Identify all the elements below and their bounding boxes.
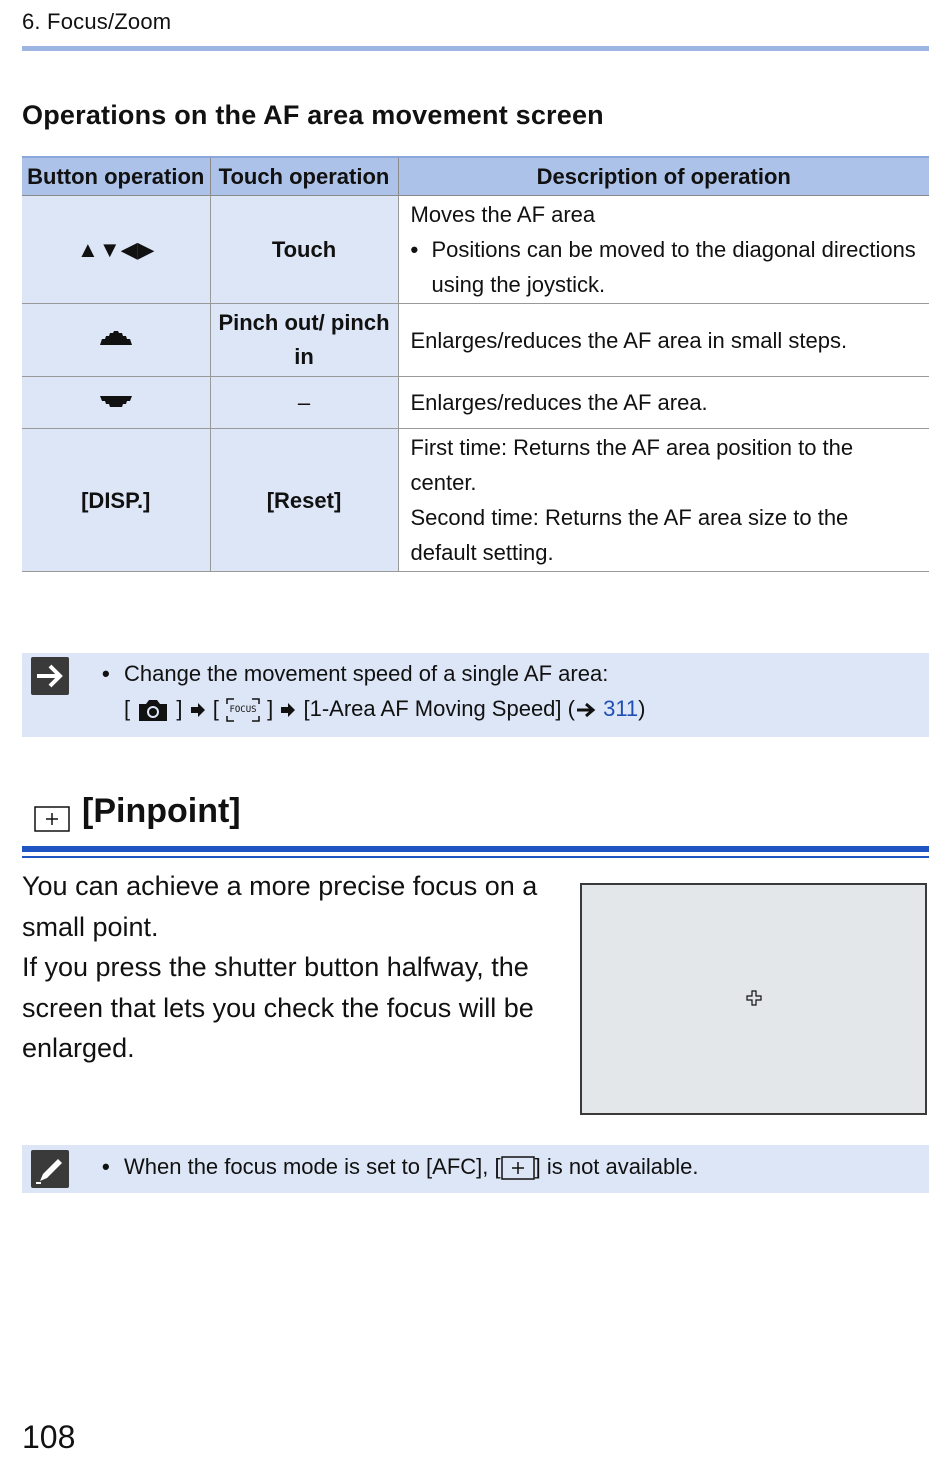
path-bracket: [ <box>124 696 131 721</box>
title-rule-thin <box>22 856 929 858</box>
page-number: 108 <box>22 1419 76 1455</box>
touch-cell: – <box>210 377 398 429</box>
pinpoint-screen-illustration <box>580 883 927 1115</box>
pinpoint-af-icon <box>34 806 70 832</box>
touch-cell: Pinch out/ pinch in <box>210 304 398 377</box>
arrow-right-icon <box>31 657 69 695</box>
header-rule <box>22 46 929 51</box>
tip-line-1 <box>102 656 646 691</box>
button-cell <box>22 304 210 377</box>
path-bracket: [ <box>212 696 219 721</box>
operations-table <box>22 156 929 572</box>
rear-dial-icon <box>97 394 135 410</box>
tip-box <box>22 653 929 737</box>
body-paragraph-1: You can achieve a more precise focus on a small point. <box>22 871 538 942</box>
table-row <box>22 429 929 572</box>
description-text: Moves the AF area <box>410 202 596 227</box>
description-cell <box>398 196 929 304</box>
bullet-dot: • <box>410 237 419 262</box>
close-paren: ) <box>638 696 646 721</box>
tip-description: Change the movement speed of a single AF area: <box>124 661 609 686</box>
path-bracket: ] <box>176 696 183 721</box>
table-row <box>22 377 929 429</box>
page-reference-link[interactable]: 311 <box>603 696 639 721</box>
column-header-description: Description of operation <box>398 157 929 196</box>
button-cell: ▲▼◀▶ <box>22 196 210 304</box>
front-dial-icon <box>97 328 135 348</box>
pencil-note-icon <box>31 1150 69 1188</box>
touch-cell: Touch <box>210 196 398 304</box>
description-bullet <box>411 232 920 302</box>
note-text-before: When the focus mode is set to [AFC], [ <box>124 1154 501 1179</box>
page-ref-arrow-icon <box>575 702 597 718</box>
menu-arrow-icon <box>189 702 207 718</box>
tip-bullet: • <box>102 661 110 686</box>
column-header-button: Button operation <box>22 157 210 196</box>
pinpoint-title: [Pinpoint] <box>82 792 241 830</box>
table-row <box>22 196 929 304</box>
description-line-2: Second time: Returns the AF area size to the default setting. <box>410 505 849 565</box>
note-bullet: • <box>102 1154 110 1179</box>
menu-arrow-icon <box>279 702 297 718</box>
description-cell <box>398 429 929 572</box>
path-bracket: ] <box>267 696 274 721</box>
bullet-text: Positions can be moved to the diagonal directions using the joystick. <box>431 237 916 297</box>
pinpoint-af-icon <box>501 1156 535 1180</box>
note-text <box>102 1149 698 1184</box>
column-header-touch: Touch operation <box>210 157 398 196</box>
note-text-after: ] is not available. <box>534 1154 699 1179</box>
menu-path <box>102 691 646 726</box>
table-row <box>22 304 929 377</box>
description-line-1: First time: Returns the AF area position to the center. <box>410 435 854 495</box>
camera-icon <box>136 697 170 723</box>
tip-text <box>102 656 646 726</box>
touch-cell: [Reset] <box>210 429 398 572</box>
pinpoint-description <box>22 866 562 1069</box>
focus-menu-label: FOCUS <box>229 705 257 716</box>
button-cell: [DISP.] <box>22 429 210 572</box>
pinpoint-cross-icon <box>746 990 762 1006</box>
note-box <box>22 1145 929 1193</box>
breadcrumb: 6. Focus/Zoom <box>22 9 172 34</box>
table-header-row <box>22 157 929 196</box>
focus-menu-icon <box>225 697 261 723</box>
title-rule <box>22 846 929 852</box>
section-heading: Operations on the AF area movement screen <box>22 100 604 130</box>
button-cell <box>22 377 210 429</box>
body-paragraph-2: If you press the shutter button halfway, the screen that lets you check the focus will be enlarged. <box>22 952 534 1063</box>
description-cell: Enlarges/reduces the AF area in small steps. <box>398 304 929 377</box>
menu-item-name: [1-Area AF Moving Speed] ( <box>303 696 575 721</box>
description-cell: Enlarges/reduces the AF area. <box>398 377 929 429</box>
